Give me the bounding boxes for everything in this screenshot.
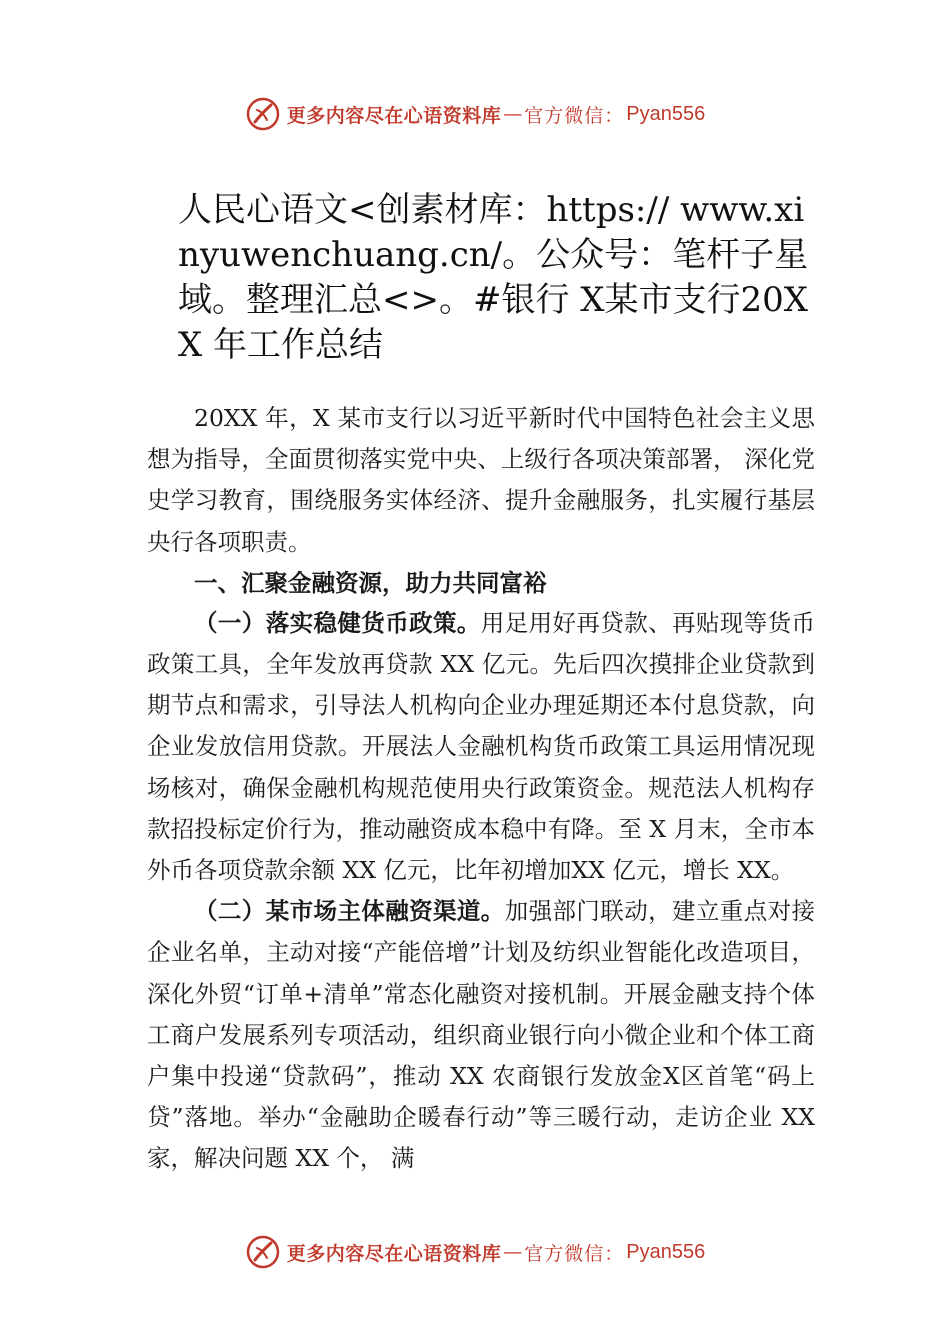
item-1-text: 用足用好再贷款、再贴现等货币政策工具，全年发放再贷款 XX 亿元。先后四次摸排企业贷款到期节点和需求，引导法人机构向企业办理延期还本付息贷款，向企业发放信用贷款。开展法人金融机构货币政策工具运用情况现场核对，确保金融机构规范使用央行政策资金。规范法人机构存款招投标定价行为，推动融资成本稳中有降。至 X 月末，全市本外币各项贷款余额 XX 亿元，比年初增加XX 亿元，增长 XX。 bbox=[147, 608, 816, 885]
item-paragraph-2 bbox=[147, 891, 815, 1179]
intro-paragraph: 20XX 年，X 某市支行以习近平新时代中国特色社会主义思想为指导，全面贯彻落实党中央、上级行各项决策部署， 深化党史学习教育，围绕服务实体经济、提升金融服务，扎实履行基层央行各项职责。 bbox=[147, 404, 815, 556]
item-1-lead: （一）落实稳健货币政策。 bbox=[194, 608, 481, 637]
banner-separator: — bbox=[503, 1241, 523, 1263]
banner-wechat-id: Pyan556 bbox=[626, 102, 706, 125]
footer-watermark-banner bbox=[0, 1232, 950, 1272]
banner-brand-text: 更多内容尽在心语资料库 bbox=[286, 104, 502, 127]
item-2-text: 加强部门联动，建立重点对接企业名单，主动对接“产能倍增”计划及纺织业智能化改造项目，深化外贸“订单+清单”常态化融资对接机制。开展金融支持个体工商户发展系列专项活动，组织商业银行向小微企业和个体工商户集中投递“贷款码”，推动 XX 农商银行发放金X区首笔“码上贷”落地。举办“金融助企暖春行动”等三暖行动，走访企业 XX 家，解决问题 XX 个， 满 bbox=[147, 897, 816, 1173]
header-watermark-banner bbox=[0, 94, 950, 134]
document-body bbox=[147, 398, 815, 1180]
banner-separator: — bbox=[503, 103, 523, 125]
document-title: 人民心语文<创素材库：https:// www.xinyuwenchuang.cn/。公众号：笔杆子星域。整理汇总<>。#银行 X某市支行20XX 年工作总结 bbox=[178, 190, 809, 365]
item-2-lead: （二）某市场主体融资渠道。 bbox=[194, 897, 505, 926]
brush-seal-icon bbox=[245, 1234, 281, 1270]
banner-brand-text: 更多内容尽在心语资料库 bbox=[286, 1242, 502, 1265]
section-heading-1: 一、汇聚金融资源，助力共同富裕 bbox=[194, 568, 547, 597]
banner-wechat-id: Pyan556 bbox=[626, 1240, 706, 1263]
banner-official-label: 官方微信： bbox=[524, 1242, 625, 1265]
banner-official-label: 官方微信： bbox=[524, 104, 625, 127]
brush-seal-icon bbox=[245, 96, 281, 132]
item-paragraph-1 bbox=[147, 603, 815, 891]
